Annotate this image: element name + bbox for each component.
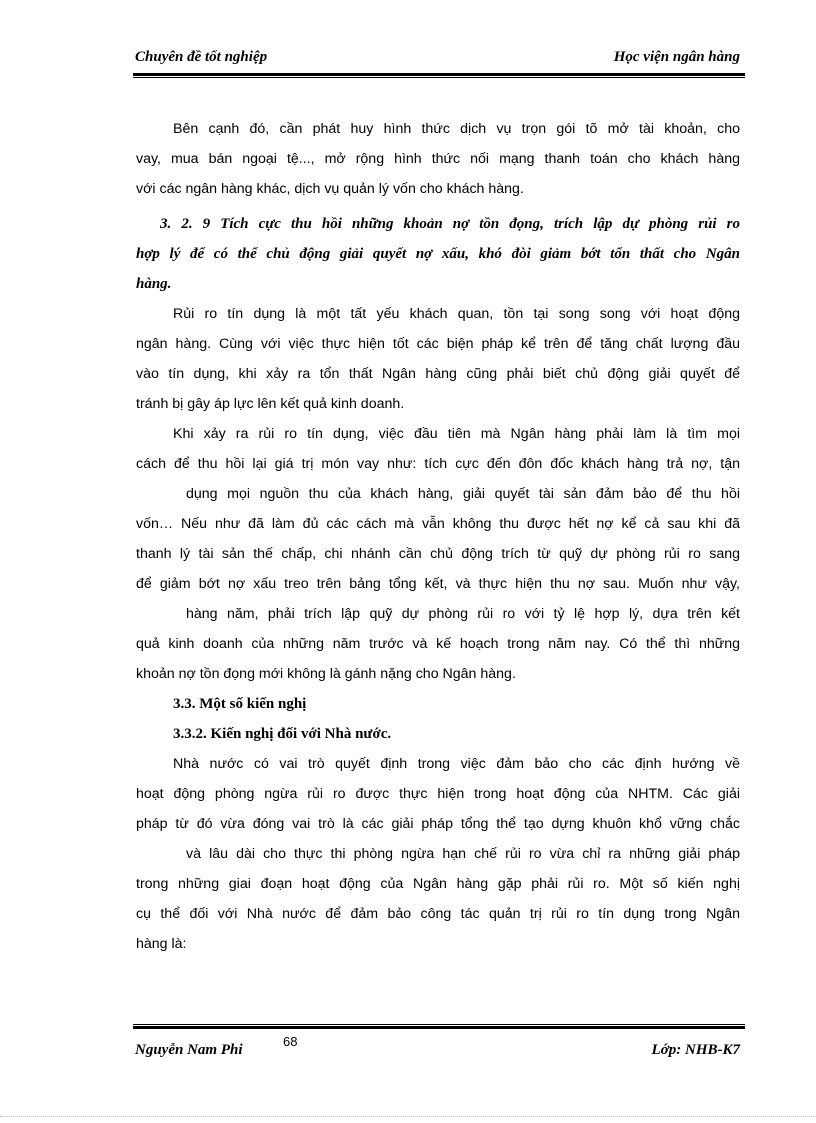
- body-line: hàng năm, phải trích lập quỹ dự phòng rủi ro với tỷ lệ hợp lý, dựa trên kết: [186, 606, 740, 622]
- body-line: khoản nợ tồn đọng mới không là gánh nặng cho Ngân hàng.: [136, 666, 516, 682]
- header-rule: [133, 73, 745, 78]
- body-line: vào tín dụng, khi xảy ra tổn thất Ngân hàng cũng phải biết chủ động giải quyết để: [136, 366, 740, 382]
- header-right: Học viện ngân hàng: [613, 49, 740, 65]
- section-heading: hàng.: [136, 276, 172, 292]
- body-line: Bên cạnh đó, cần phát huy hình thức dịch vụ trọn gói tõ mở tài khoản, cho: [173, 121, 740, 137]
- body-line: với các ngân hàng khác, dịch vụ quản lý vốn cho khách hàng.: [136, 181, 524, 197]
- body-line: để giảm bớt nợ xấu treo trên bảng tổng kết, và thực hiện thu nợ sau. Muốn như vậy,: [136, 576, 740, 592]
- body-line: hàng là:: [136, 936, 187, 952]
- page-header: [135, 46, 740, 72]
- section-heading: 3.3. Một số kiến nghị: [173, 696, 307, 712]
- body-line: hoạt động phòng ngừa rủi ro được thực hiện trong hoạt động của NHTM. Các giải: [136, 786, 740, 802]
- body-line: pháp từ đó vừa đóng vai trò là các giải pháp tổng thể tạo dựng khuôn khổ vững chắc: [136, 816, 740, 832]
- section-heading: 3.3.2. Kiến nghị đối với Nhà nước.: [173, 726, 392, 742]
- body-line: tránh bị gây áp lực lên kết quả kinh doanh.: [136, 396, 405, 412]
- page-number: 68: [283, 1034, 298, 1049]
- footer-rule: [133, 1024, 745, 1029]
- body-line: Rủi ro tín dụng là một tất yếu khách quan, tồn tại song song với hoạt động: [173, 306, 740, 322]
- footer-class: Lớp: NHB-K7: [651, 1042, 740, 1058]
- body-line: dụng mọi nguồn thu của khách hàng, giải quyết tài sản đảm bảo để thu hồi: [186, 486, 740, 502]
- body-line: trong những giai đoạn hoạt động của Ngân hàng gặp phải rủi ro. Một số kiến nghị: [136, 876, 740, 892]
- body-line: Nhà nước có vai trò quyết định trong việc đảm bảo cho các định hướng về: [173, 756, 740, 772]
- section-heading: hợp lý để có thể chủ động giải quyết nợ xấu, khó đòi giảm bớt tổn thất cho Ngân: [136, 246, 740, 262]
- body-line: vay, mua bán ngoại tệ..., mở rộng hình thức nối mạng thanh toán cho khách hàng: [136, 151, 740, 167]
- body-line: và lâu dài cho thực thi phòng ngừa hạn chế rủi ro vừa chỉ ra những giải pháp: [186, 846, 740, 862]
- section-heading: 3. 2. 9 Tích cực thu hồi những khoản nợ tồn đọng, trích lập dự phòng rủi ro: [160, 216, 740, 232]
- footer-author: Nguyễn Nam Phi: [135, 1042, 243, 1058]
- page-edge-divider: [0, 1116, 816, 1117]
- body-line: quả kinh doanh của những năm trước và kế hoạch trong năm nay. Có thể thì những: [136, 636, 740, 652]
- body-line: thanh lý tài sản thế chấp, chi nhánh cần chủ động trích từ quỹ dự phòng rủi ro sang: [136, 546, 740, 562]
- body-line: vốn… Nếu như đã làm đủ các cách mà vẫn không thu được hết nợ kể cả sau khi đã: [136, 516, 740, 532]
- page-footer: [135, 1036, 740, 1062]
- body-line: Khi xảy ra rủi ro tín dụng, việc đầu tiên mà Ngân hàng phải làm là tìm mọi: [173, 426, 740, 442]
- header-left: Chuyên đề tốt nghiệp: [135, 49, 268, 65]
- body-line: cụ thể đối với Nhà nước để đảm bảo công tác quản trị rủi ro tín dụng trong Ngân: [136, 906, 740, 922]
- body-line: cách để thu hồi lại giá trị món vay như: tích cực đến đôn đốc khách hàng trả nợ, tận: [136, 456, 740, 472]
- body-line: ngân hàng. Cùng với việc thực hiện tốt các biện pháp kể trên để tăng chất lượng đầu: [136, 336, 740, 352]
